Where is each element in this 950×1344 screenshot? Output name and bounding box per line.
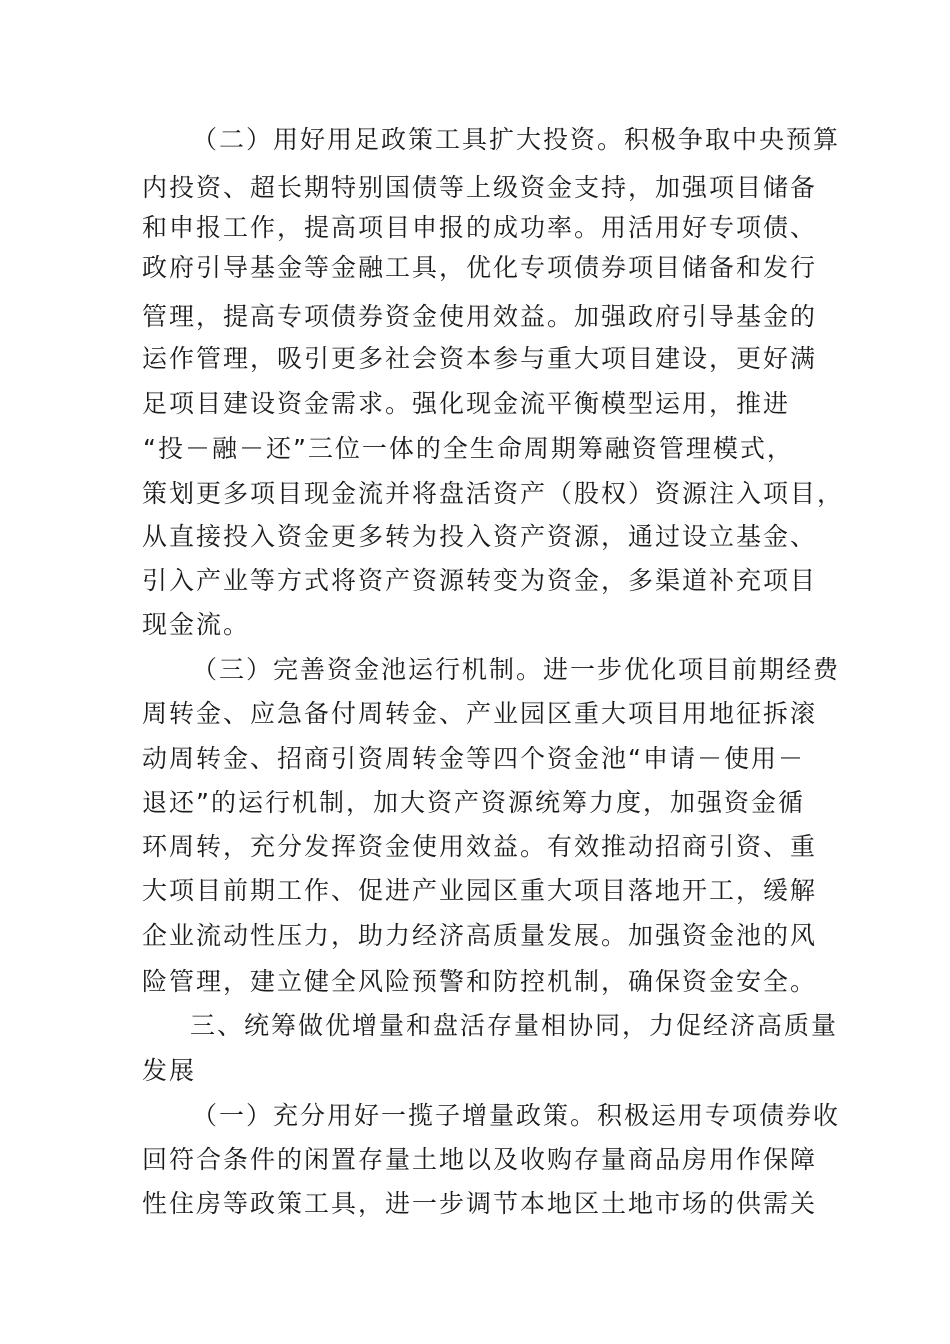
text-line-14: 周转金、应急备付周转金、产业园区重大项目用地征拆滚	[142, 699, 818, 728]
text-line-8: “投－融－还”三位一体的全生命周期筹融资管理模式，	[143, 434, 794, 463]
text-line-4: 政府引导基金等金融工具，优化专项债券项目储备和发行	[142, 253, 818, 282]
text-line-5: 管理，提高专项债券资金使用效益。加强政府引导基金的	[142, 302, 818, 331]
text-line-3: 和申报工作，提高项目申报的成功率。用活用好专项债、	[142, 213, 818, 242]
text-line-20: 险管理，建立健全风险预警和防控机制，确保资金安全。	[142, 967, 818, 996]
section-heading: 三、统筹做优增量和盘活存量相协同，力促经济高质量	[190, 1011, 839, 1040]
text-line-16: 退还”的运行机制，加大资产资源统筹力度，加强资金循	[142, 788, 805, 817]
text-line-13: （三）完善资金池运行机制。进一步优化项目前期经费	[192, 655, 841, 684]
text-line-1: （二）用好用足政策工具扩大投资。积极争取中央预算	[192, 125, 841, 154]
text-line-24: 回符合条件的闲置存量土地以及收购存量商品房用作保障	[142, 1145, 818, 1174]
text-line-18: 大项目前期工作、促进产业园区重大项目落地开工，缓解	[142, 876, 818, 905]
text-line-10: 从直接投入资金更多转为投入资产资源，通过设立基金、	[142, 522, 818, 551]
text-line-17: 环周转，充分发挥资金使用效益。有效推动招商引资、重	[142, 832, 818, 861]
text-line-11: 引入产业等方式将资产资源转变为资金，多渠道补充项目	[142, 566, 818, 595]
text-line-9: 策划更多项目现金流并将盘活资产（股权）资源注入项目，	[142, 479, 845, 508]
section-heading-cont: 发展	[142, 1056, 197, 1085]
text-line-15: 动周转金、招商引资周转金等四个资金池“申请－使用－	[142, 744, 805, 773]
text-line-7: 足项目建设资金需求。强化现金流平衡模型运用，推进	[142, 389, 791, 418]
text-line-12: 现金流。	[142, 610, 251, 639]
text-line-19: 企业流动性压力，助力经济高质量发展。加强资金池的风	[142, 921, 818, 950]
text-line-23: （一）充分用好一揽子增量政策。积极运用专项债券收	[192, 1101, 841, 1130]
text-line-6: 运作管理，吸引更多社会资本参与重大项目建设，更好满	[142, 344, 818, 373]
text-line-2: 内投资、超长期特别国债等上级资金支持，加强项目储备	[142, 173, 818, 202]
text-line-25: 性住房等政策工具，进一步调节本地区土地市场的供需关	[142, 1189, 818, 1218]
